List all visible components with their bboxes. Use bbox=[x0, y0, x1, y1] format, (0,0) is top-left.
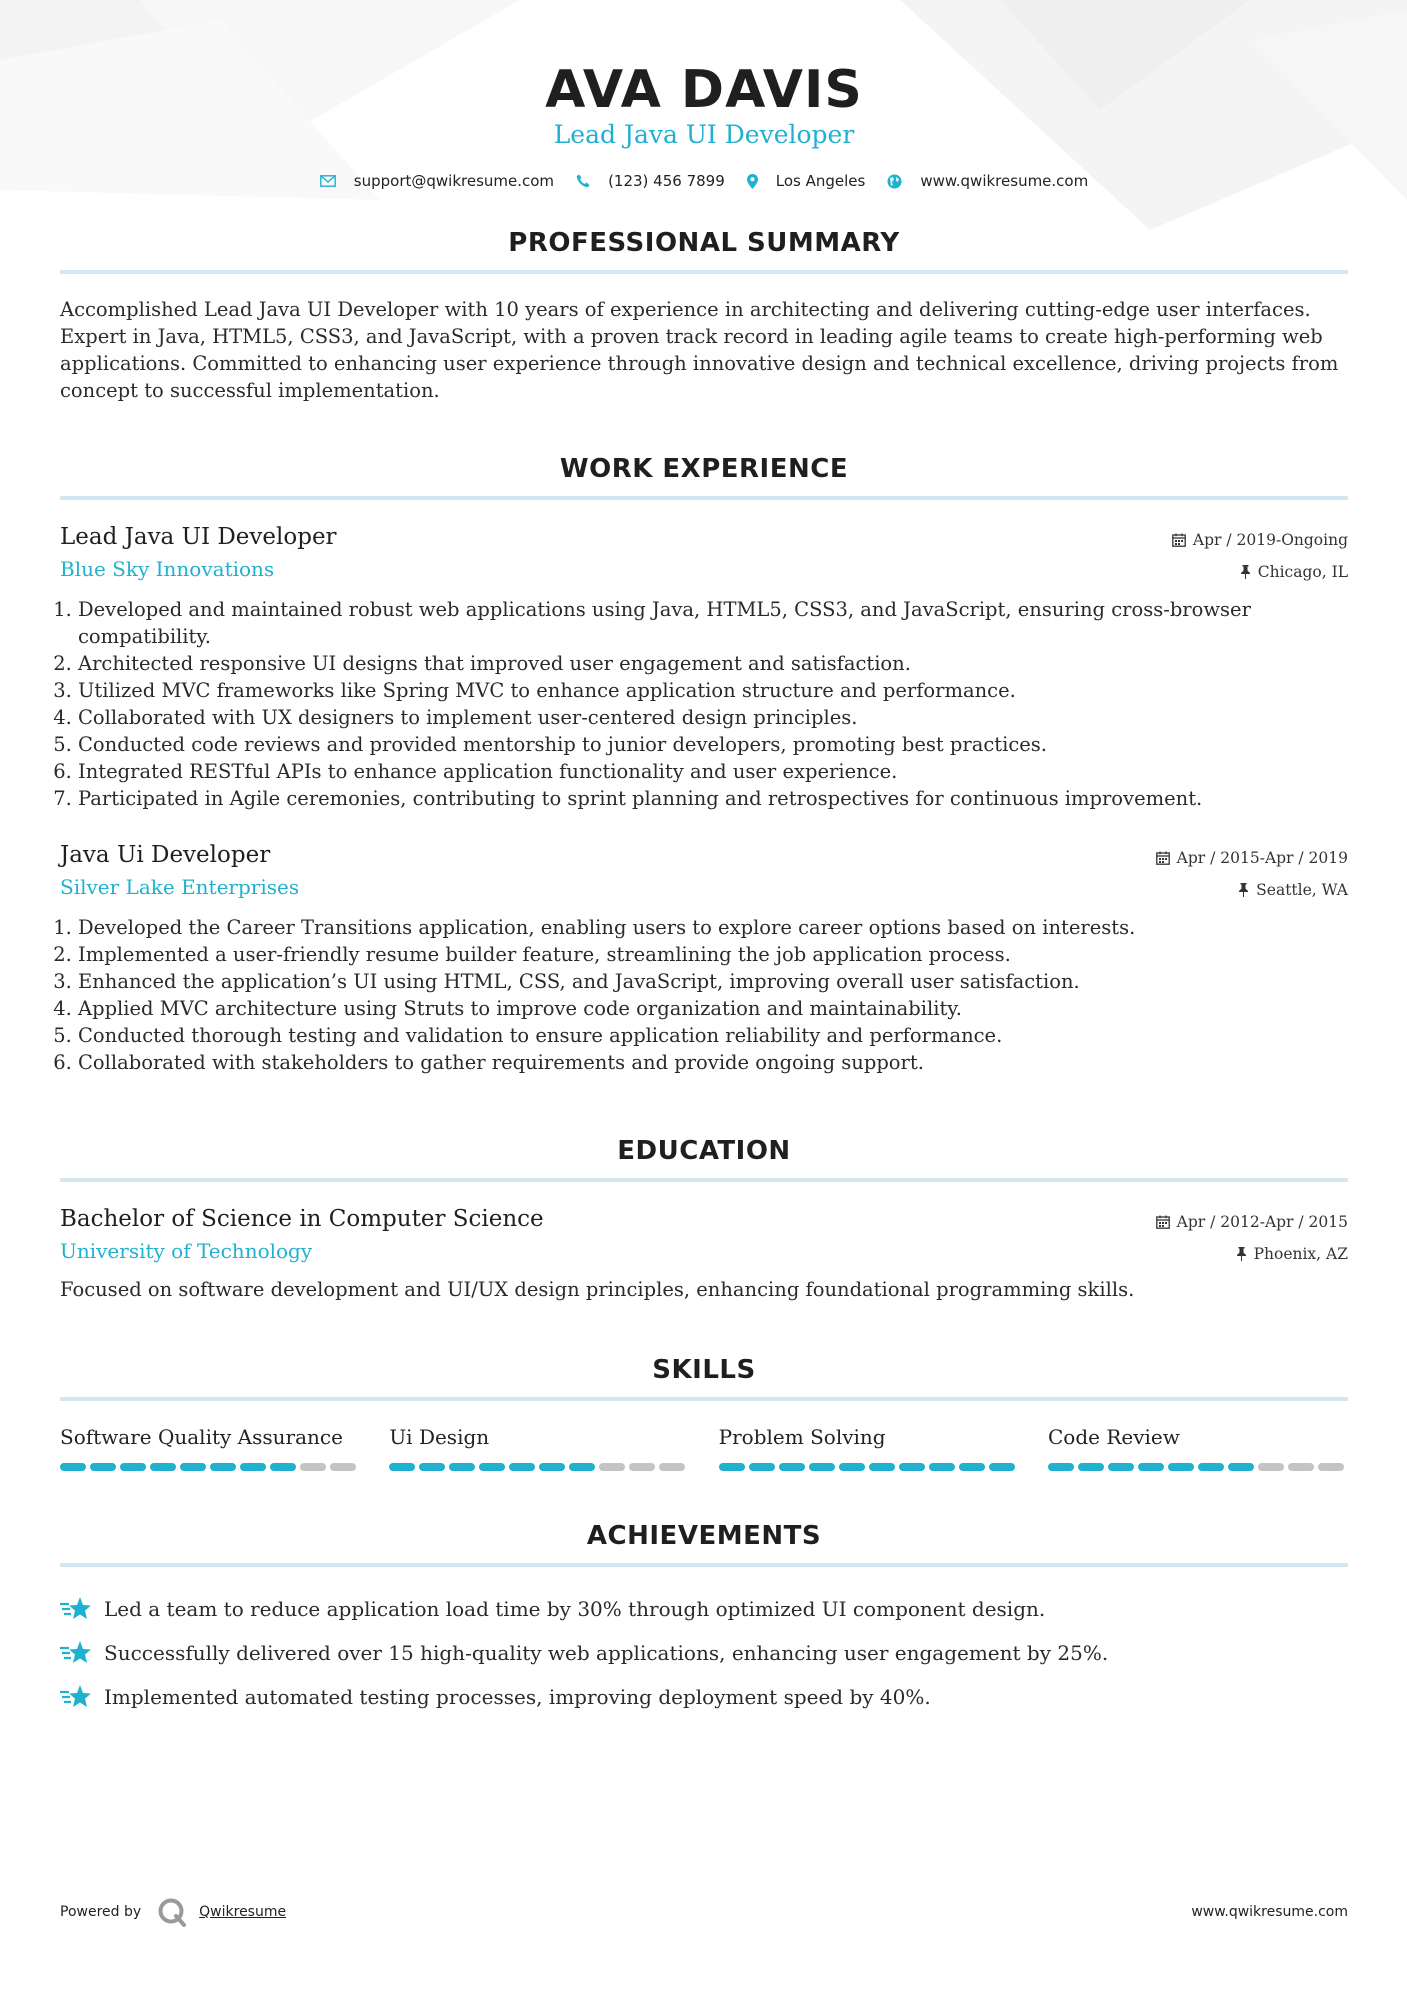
skill-level-filled bbox=[839, 1463, 865, 1471]
job-location bbox=[1156, 876, 1348, 904]
qwikresume-logo-icon bbox=[157, 1897, 187, 1927]
candidate-name: AVA DAVIS bbox=[545, 60, 863, 120]
skill-rating bbox=[719, 1463, 1019, 1471]
skill-level-filled bbox=[899, 1463, 925, 1471]
skill-level-empty bbox=[330, 1463, 356, 1471]
company-name: Silver Lake Enterprises bbox=[60, 875, 300, 899]
list-item: 6. Integrated RESTful APIs to enhance application functionality and user experience. bbox=[78, 758, 1348, 785]
phone-icon bbox=[576, 174, 590, 188]
list-item: 1. Developed and maintained robust web applications using Java, HTML5, CSS3, and JavaScript, ensuring cross-browser compatibility. bbox=[78, 596, 1348, 650]
education-heading: EDUCATION bbox=[617, 1136, 791, 1166]
skill-level-filled bbox=[419, 1463, 445, 1471]
skill-name: Software Quality Assurance bbox=[60, 1425, 343, 1449]
list-item: 4. Applied MVC architecture using Struts to improve code organization and maintainability. bbox=[78, 995, 1348, 1022]
skill-level-filled bbox=[1108, 1463, 1134, 1471]
skill-level-filled bbox=[90, 1463, 116, 1471]
skill-level-empty bbox=[629, 1463, 655, 1471]
skill-item bbox=[60, 1423, 360, 1471]
calendar-icon bbox=[1156, 1215, 1170, 1229]
list-item: 1. Developed the Career Transitions application, enabling users to explore career options based on interests. bbox=[78, 914, 1348, 941]
skill-level-filled bbox=[569, 1463, 595, 1471]
footer-website[interactable]: www.qwikresume.com bbox=[1191, 1904, 1348, 1920]
achievement-text: Implemented automated testing processes, improving deployment speed by 40%. bbox=[104, 1685, 931, 1709]
job-date-text: Apr / 2019-Ongoing bbox=[1192, 531, 1348, 549]
education-date-text: Apr / 2012-Apr / 2015 bbox=[1176, 1213, 1348, 1231]
skill-level-filled bbox=[150, 1463, 176, 1471]
skill-level-filled bbox=[869, 1463, 895, 1471]
skill-name: Ui Design bbox=[389, 1425, 490, 1449]
job-location-text: Chicago, IL bbox=[1257, 563, 1348, 581]
star-icon bbox=[60, 1596, 92, 1622]
education-location bbox=[1156, 1240, 1348, 1268]
job-date bbox=[1156, 844, 1348, 872]
education-date bbox=[1156, 1208, 1348, 1236]
work-divider bbox=[60, 496, 1348, 500]
website-text: www.qwikresume.com bbox=[920, 172, 1089, 190]
education-divider bbox=[60, 1178, 1348, 1182]
skill-level-empty bbox=[599, 1463, 625, 1471]
list-item: 2. Architected responsive UI designs that improved user engagement and satisfaction. bbox=[78, 650, 1348, 677]
skill-level-empty bbox=[300, 1463, 326, 1471]
map-pin-icon bbox=[747, 174, 758, 189]
education-description: Focused on software development and UI/UX design principles, enhancing foundational programming skills. bbox=[60, 1278, 1135, 1301]
star-icon bbox=[60, 1684, 92, 1710]
skill-name: Code Review bbox=[1047, 1425, 1180, 1449]
list-item bbox=[60, 1631, 1348, 1675]
skill-item bbox=[719, 1423, 1019, 1471]
list-item: 2. Implemented a user-friendly resume builder feature, streamlining the job application process. bbox=[78, 941, 1348, 968]
list-item bbox=[60, 1675, 1348, 1719]
skill-item bbox=[1048, 1423, 1348, 1471]
skill-level-filled bbox=[719, 1463, 745, 1471]
school-name: University of Technology bbox=[60, 1239, 313, 1263]
skill-level-filled bbox=[210, 1463, 236, 1471]
candidate-role: Lead Java UI Developer bbox=[553, 120, 855, 149]
achievement-text: Successfully delivered over 15 high-quality web applications, enhancing user engagement by 25%. bbox=[104, 1641, 1109, 1665]
skill-level-filled bbox=[270, 1463, 296, 1471]
list-item: 7. Participated in Agile ceremonies, contributing to sprint planning and retrospectives for continuous improvement. bbox=[78, 785, 1348, 812]
location-text: Los Angeles bbox=[775, 172, 866, 190]
skill-level-filled bbox=[1198, 1463, 1224, 1471]
page-footer bbox=[60, 1897, 1348, 1927]
skill-level-filled bbox=[240, 1463, 266, 1471]
pushpin-icon bbox=[1240, 565, 1251, 579]
skills-divider bbox=[60, 1397, 1348, 1401]
skill-level-filled bbox=[1168, 1463, 1194, 1471]
resume-header bbox=[60, 0, 1348, 190]
achievements-list bbox=[60, 1587, 1348, 1719]
skill-level-filled bbox=[120, 1463, 146, 1471]
skill-rating bbox=[1048, 1463, 1348, 1471]
skill-level-filled bbox=[959, 1463, 985, 1471]
list-item: 3. Utilized MVC frameworks like Spring MVC to enhance application structure and performance. bbox=[78, 677, 1348, 704]
skill-level-filled bbox=[509, 1463, 535, 1471]
education-entry bbox=[60, 1204, 1348, 1303]
contact-email[interactable] bbox=[320, 172, 554, 190]
skill-level-filled bbox=[929, 1463, 955, 1471]
skill-item bbox=[389, 1423, 689, 1471]
skill-level-empty bbox=[1288, 1463, 1314, 1471]
skills-heading: SKILLS bbox=[652, 1355, 756, 1385]
contact-website[interactable] bbox=[887, 172, 1088, 190]
skill-level-filled bbox=[1078, 1463, 1104, 1471]
skill-level-filled bbox=[389, 1463, 415, 1471]
job-responsibilities bbox=[60, 596, 1348, 812]
summary-divider bbox=[60, 270, 1348, 274]
job-date bbox=[1172, 526, 1348, 554]
contact-location bbox=[747, 172, 866, 190]
job-entry bbox=[60, 840, 1348, 1076]
achievements-divider bbox=[60, 1563, 1348, 1567]
skill-level-filled bbox=[539, 1463, 565, 1471]
skill-name: Problem Solving bbox=[718, 1425, 886, 1449]
job-location-text: Seattle, WA bbox=[1256, 881, 1348, 899]
job-responsibilities bbox=[60, 914, 1348, 1076]
work-experience-heading: WORK EXPERIENCE bbox=[559, 454, 849, 484]
list-item: 6. Collaborated with stakeholders to gather requirements and provide ongoing support. bbox=[78, 1049, 1348, 1076]
list-item: 3. Enhanced the application’s UI using HTML, CSS, and JavaScript, improving overall user satisfaction. bbox=[78, 968, 1348, 995]
skill-rating bbox=[60, 1463, 360, 1471]
skills-list bbox=[60, 1423, 1348, 1471]
job-title: Lead Java UI Developer bbox=[60, 524, 337, 550]
skill-level-filled bbox=[1138, 1463, 1164, 1471]
skill-level-filled bbox=[749, 1463, 775, 1471]
achievement-text: Led a team to reduce application load time by 30% through optimized UI component design. bbox=[104, 1597, 1046, 1621]
skill-level-filled bbox=[60, 1463, 86, 1471]
resume-page bbox=[60, 0, 1348, 1719]
qwikresume-link[interactable]: Qwikresume bbox=[199, 1904, 287, 1920]
skill-level-filled bbox=[1228, 1463, 1254, 1471]
list-item: 5. Conducted thorough testing and validation to ensure application reliability and performance. bbox=[78, 1022, 1348, 1049]
education-location-text: Phoenix, AZ bbox=[1253, 1245, 1348, 1263]
calendar-icon bbox=[1172, 533, 1186, 547]
email-text: support@qwikresume.com bbox=[353, 172, 555, 190]
summary-heading: PROFESSIONAL SUMMARY bbox=[508, 228, 900, 258]
calendar-icon bbox=[1156, 851, 1170, 865]
list-item bbox=[60, 1587, 1348, 1631]
job-date-text: Apr / 2015-Apr / 2019 bbox=[1176, 849, 1348, 867]
job-location bbox=[1172, 558, 1348, 586]
skill-level-filled bbox=[1048, 1463, 1074, 1471]
phone-text: (123) 456 7899 bbox=[608, 172, 725, 190]
contact-bar bbox=[60, 172, 1348, 190]
star-icon bbox=[60, 1640, 92, 1666]
skill-level-empty bbox=[1318, 1463, 1344, 1471]
powered-by-label: Powered by bbox=[60, 1904, 142, 1920]
skill-level-filled bbox=[180, 1463, 206, 1471]
globe-icon bbox=[887, 174, 902, 189]
pushpin-icon bbox=[1238, 883, 1249, 897]
skill-level-empty bbox=[1258, 1463, 1284, 1471]
list-item: 5. Conducted code reviews and provided mentorship to junior developers, promoting best practices. bbox=[78, 731, 1348, 758]
skill-level-empty bbox=[659, 1463, 685, 1471]
contact-phone[interactable] bbox=[576, 172, 725, 190]
skill-level-filled bbox=[479, 1463, 505, 1471]
job-title: Java Ui Developer bbox=[60, 842, 271, 868]
skill-level-filled bbox=[779, 1463, 805, 1471]
company-name: Blue Sky Innovations bbox=[60, 557, 275, 581]
skill-level-filled bbox=[449, 1463, 475, 1471]
job-entry bbox=[60, 522, 1348, 812]
degree-title: Bachelor of Science in Computer Science bbox=[60, 1206, 544, 1232]
pushpin-icon bbox=[1236, 1247, 1247, 1261]
skill-level-filled bbox=[989, 1463, 1015, 1471]
achievements-heading: ACHIEVEMENTS bbox=[586, 1521, 822, 1551]
summary-text: Accomplished Lead Java UI Developer with 10 years of experience in architecting and delivering cutting-edge user interfaces. Expert in Java, HTML5, CSS3, and JavaScript, with a proven track record in leading agile teams to create high-performing web applications. Committed to enhancing user experience through innovative design and technical excellence, driving projects from concept to successful implementation. bbox=[60, 298, 1339, 402]
skill-rating bbox=[389, 1463, 689, 1471]
skill-level-filled bbox=[809, 1463, 835, 1471]
powered-by bbox=[60, 1897, 286, 1927]
list-item: 4. Collaborated with UX designers to implement user-centered design principles. bbox=[78, 704, 1348, 731]
envelope-icon bbox=[320, 175, 336, 187]
